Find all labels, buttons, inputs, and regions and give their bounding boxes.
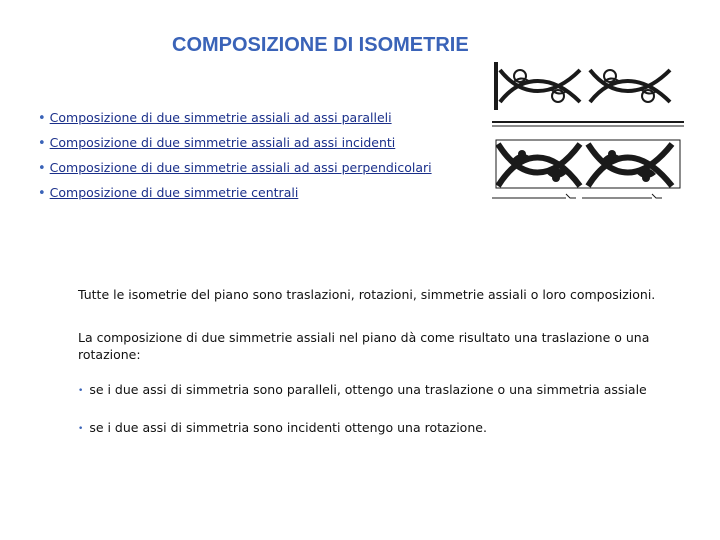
case-parallel bbox=[78, 381, 678, 401]
explanation-text bbox=[78, 286, 678, 439]
link-item bbox=[38, 181, 432, 206]
link-list bbox=[38, 106, 432, 206]
link-central-symmetries[interactable]: Composizione di due simmetrie centrali bbox=[49, 185, 299, 200]
paragraph-composition: La composizione di due simmetrie assiali nel piano dà come risultato una traslazione o una rotazione: bbox=[78, 330, 650, 362]
case-incident-text: se i due assi di simmetria sono incidenti ottengo una rotazione. bbox=[89, 420, 487, 435]
paragraph-isometries: Tutte le isometrie del piano sono traslazioni, rotazioni, simmetrie assiali o loro composizioni. bbox=[78, 287, 656, 302]
bullet-icon: • bbox=[38, 111, 46, 126]
link-perpendicular-axes[interactable]: Composizione di due simmetrie assiali ad assi perpendicolari bbox=[49, 160, 432, 175]
link-incident-axes[interactable]: Composizione di due simmetrie assiali ad assi incidenti bbox=[49, 135, 396, 150]
bullet-icon: • bbox=[78, 424, 84, 434]
slide-title: COMPOSIZIONE DI ISOMETRIE bbox=[172, 34, 469, 56]
bullet-icon: • bbox=[38, 136, 46, 151]
bullet-icon: • bbox=[78, 386, 84, 396]
bullet-icon: • bbox=[38, 186, 46, 201]
link-item bbox=[38, 106, 432, 131]
frieze-top bbox=[492, 62, 684, 126]
frieze-bottom bbox=[492, 140, 680, 198]
case-parallel-text: se i due assi di simmetria sono paralleli, ottengo una traslazione o una simmetria assiale bbox=[89, 382, 647, 397]
bullet-icon: • bbox=[38, 161, 46, 176]
frieze-illustration bbox=[492, 58, 684, 204]
case-incident bbox=[78, 419, 678, 439]
link-parallel-axes[interactable]: Composizione di due simmetrie assiali ad assi paralleli bbox=[49, 110, 392, 125]
link-item bbox=[38, 131, 432, 156]
link-item bbox=[38, 156, 432, 181]
